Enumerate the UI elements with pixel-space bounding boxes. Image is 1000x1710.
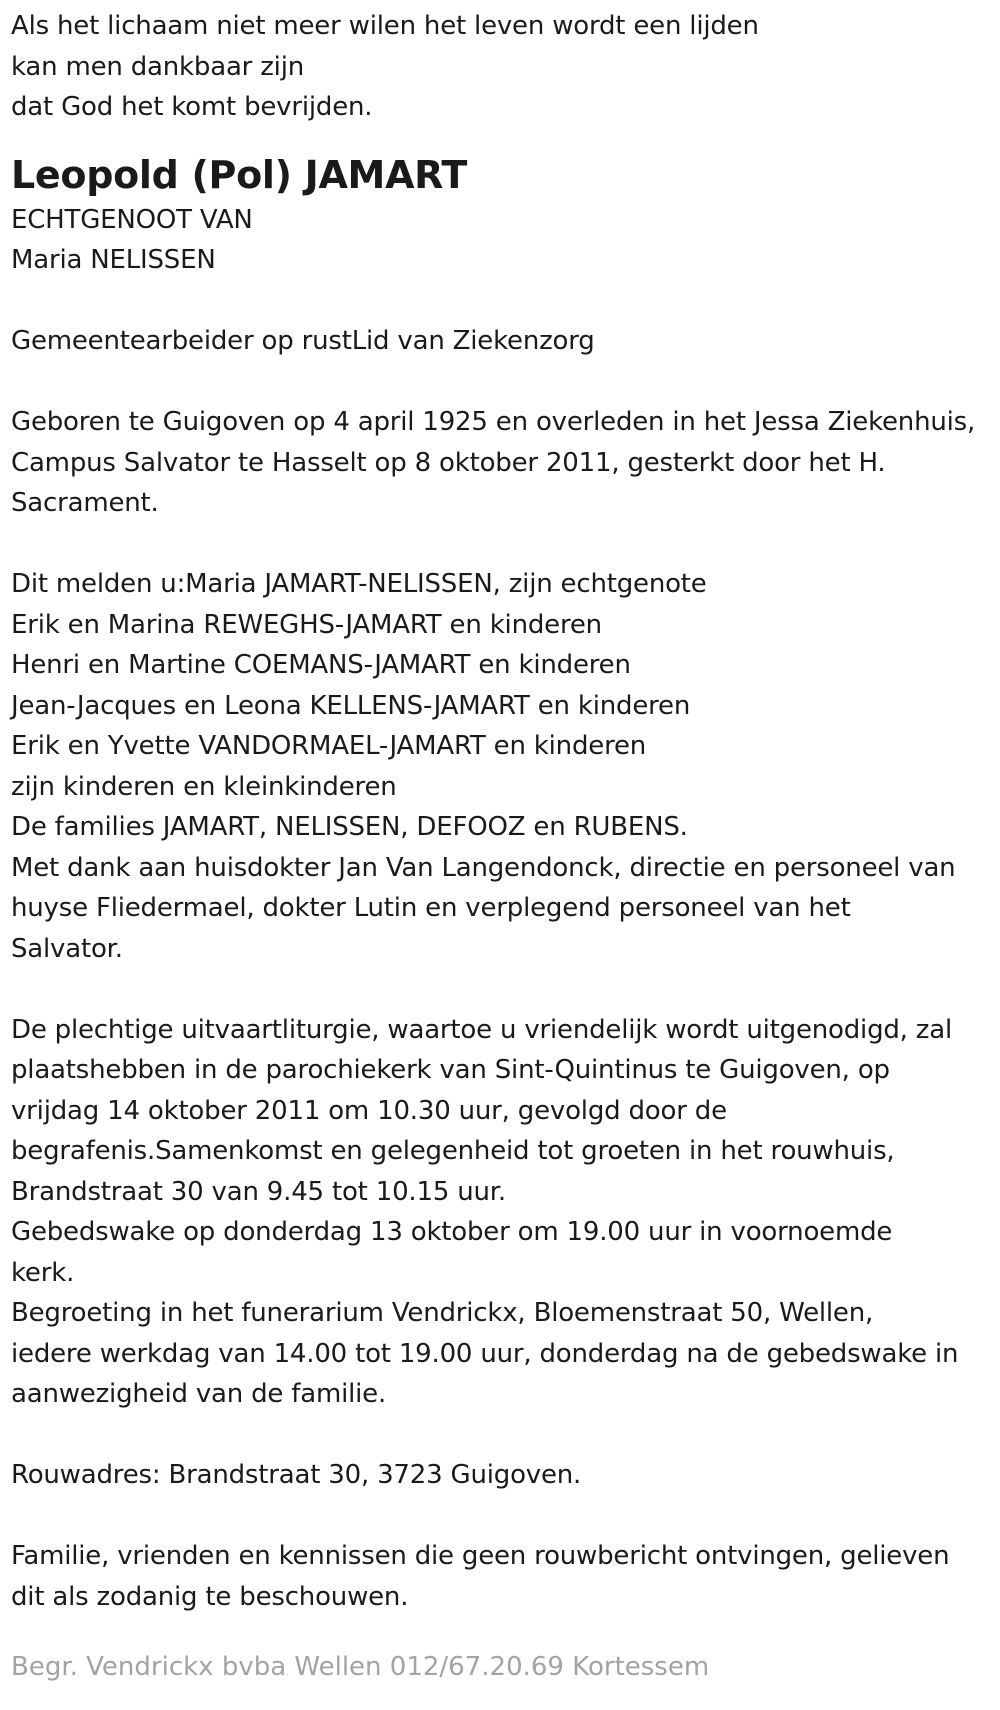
- funeral-line: aanwezigheid van de familie.: [11, 1379, 387, 1409]
- undertaker-footer: Begr. Vendrickx bvba Wellen 012/67.20.69 Kortessem: [11, 1652, 710, 1682]
- spacer: [11, 969, 996, 1010]
- spacer: [11, 281, 996, 322]
- spacer: [11, 1496, 996, 1537]
- spacer: [11, 524, 996, 565]
- announcement-block: [11, 564, 996, 969]
- notice-line: Familie, vrienden en kennissen die geen rouwbericht ontvingen, gelieven: [11, 1541, 950, 1571]
- announcement-line: Salvator.: [11, 933, 123, 964]
- announcement-line: Met dank aan huisdokter Jan Van Langendonck, directie en personeel van: [11, 852, 956, 883]
- funeral-line: plaatshebben in de parochiekerk van Sint-Quintinus te Guigoven, op: [11, 1055, 890, 1085]
- funeral-line: begrafenis.Samenkomst en gelegenheid tot groeten in het rouwhuis,: [11, 1136, 895, 1166]
- announcement-line: Erik en Yvette VANDORMAEL-JAMART en kinderen: [11, 731, 647, 761]
- announcement-line: zijn kinderen en kleinkinderen: [11, 771, 397, 802]
- funeral-line: vrijdag 14 oktober 2011 om 10.30 uur, gevolgd door de: [11, 1095, 727, 1126]
- announcement-line: huyse Fliedermael, dokter Lutin en verplegend personeel van het: [11, 893, 851, 923]
- birth-death-line: Campus Salvator te Hasselt op 8 oktober 2011, gesterkt door het H.: [11, 447, 886, 478]
- announcement-line: Jean-Jacques en Leona KELLENS-JAMART en kinderen: [11, 690, 691, 721]
- announcement-line: Erik en Marina REWEGHS-JAMART en kinderen: [11, 609, 602, 640]
- mourning-address: Rouwadres: Brandstraat 30, 3723 Guigoven.: [11, 1460, 582, 1490]
- funeral-block: [11, 1010, 996, 1415]
- birth-death-block: [11, 402, 996, 524]
- deceased-name: Leopold (Pol) JAMART: [11, 152, 468, 197]
- spacer: [11, 362, 996, 403]
- notice-line: dit als zodanig te beschouwen.: [11, 1581, 409, 1612]
- birth-death-line: Sacrament.: [11, 488, 159, 518]
- occupation-text: Gemeentearbeider op rustLid van Ziekenzorg: [11, 326, 595, 356]
- funeral-line: kerk.: [11, 1257, 75, 1288]
- funeral-line: iedere werkdag van 14.00 tot 19.00 uur, donderdag na de gebedswake in: [11, 1338, 959, 1369]
- relation-label: ECHTGENOOT VAN: [11, 204, 253, 235]
- funeral-line: Brandstraat 30 van 9.45 tot 10.15 uur.: [11, 1176, 506, 1207]
- funeral-line: Begroeting in het funerarium Vendrickx, Bloemenstraat 50, Wellen,: [11, 1298, 874, 1328]
- poem-line: Als het lichaam niet meer wilen het leven wordt een lijden: [11, 11, 759, 41]
- poem-line: dat God het komt bevrijden.: [11, 92, 373, 122]
- obituary-notice: [11, 6, 996, 1688]
- funeral-line: Gebedswake op donderdag 13 oktober om 19.00 uur in voornoemde: [11, 1217, 893, 1247]
- poem-block: [11, 6, 996, 128]
- announcement-line: De families JAMART, NELISSEN, DEFOOZ en RUBENS.: [11, 812, 688, 842]
- notice-block: [11, 1536, 996, 1617]
- spacer: [11, 1415, 996, 1456]
- birth-death-line: Geboren te Guigoven op 4 april 1925 en overleden in het Jessa Ziekenhuis,: [11, 407, 976, 437]
- funeral-line: De plechtige uitvaartliturgie, waartoe u vriendelijk wordt uitgenodigd, zal: [11, 1014, 953, 1045]
- announcement-line: Henri en Martine COEMANS-JAMART en kinderen: [11, 650, 631, 680]
- poem-line: kan men dankbaar zijn: [11, 51, 305, 82]
- spouse-name: Maria NELISSEN: [11, 245, 216, 275]
- announcement-line: Dit melden u:Maria JAMART-NELISSEN, zijn echtgenote: [11, 569, 707, 599]
